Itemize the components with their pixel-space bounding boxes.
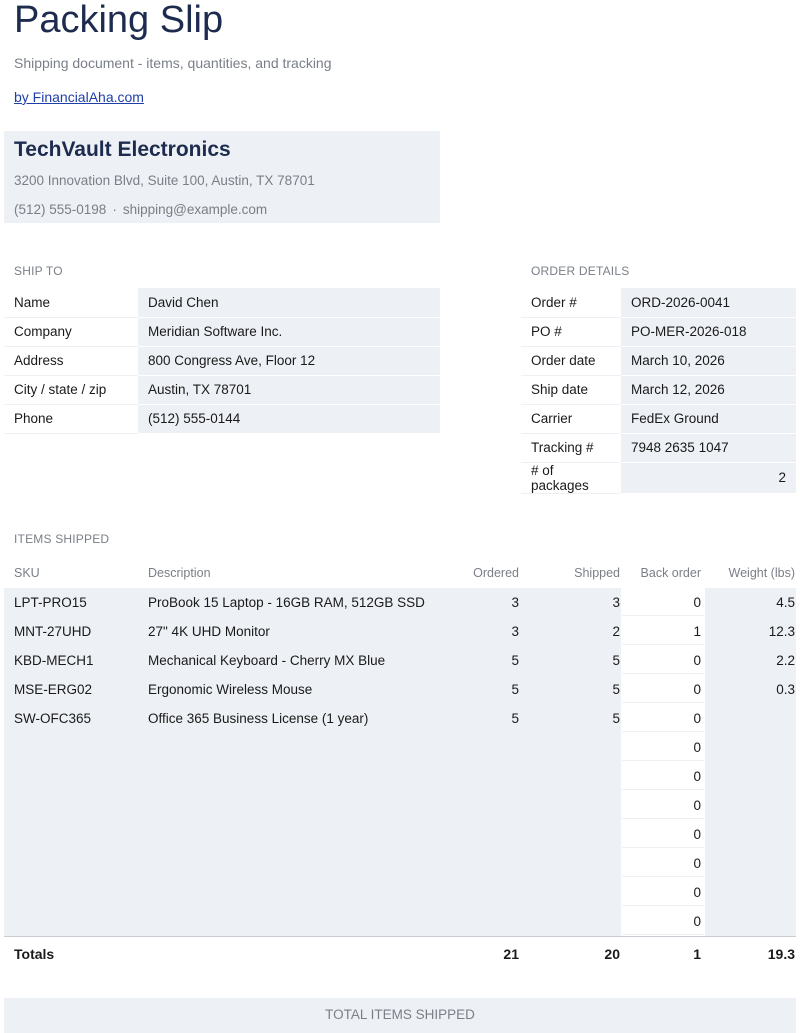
item-row (4, 907, 796, 936)
col-ordered-header: Ordered (473, 566, 519, 580)
item-row (4, 849, 796, 878)
item-row (4, 791, 796, 820)
ship-to-value: (512) 555-0144 (138, 404, 440, 433)
byline-link[interactable]: by FinancialAha.com (14, 89, 144, 105)
ship-to-row (4, 346, 440, 375)
item-row-cell-bg (4, 820, 621, 849)
item-row-cell-bg (705, 791, 796, 820)
item-row-cell-bg (705, 733, 796, 762)
order-detail-row (521, 288, 796, 317)
item-back-order: 0 (693, 769, 701, 784)
order-detail-key: Order # (521, 288, 621, 317)
company-address: 3200 Innovation Blvd, Suite 100, Austin, TX 78701 (14, 173, 315, 188)
item-row-cell-bg (622, 617, 704, 645)
item-ordered: 3 (511, 595, 519, 610)
contact-separator: · (112, 202, 117, 217)
col-description-header: Description (148, 566, 211, 580)
items-shipped-label: ITEMS SHIPPED (14, 532, 110, 546)
order-detail-row (521, 433, 796, 462)
ship-to-key: City / state / zip (4, 375, 138, 404)
item-row-cell-bg (622, 704, 704, 732)
item-row (4, 617, 796, 646)
totals-back-order: 1 (693, 946, 701, 962)
ship-to-value: David Chen (138, 288, 440, 317)
page-title: Packing Slip (14, 0, 224, 41)
item-back-order: 0 (693, 711, 701, 726)
order-detail-key: Order date (521, 346, 621, 375)
item-row-cell-bg (705, 849, 796, 878)
item-row (4, 646, 796, 675)
item-sku: SW-OFC365 (14, 711, 92, 726)
ship-to-key: Company (4, 317, 138, 346)
item-description: 27" 4K UHD Monitor (148, 624, 270, 639)
total-items-shipped-label: TOTAL ITEMS SHIPPED (325, 1007, 475, 1022)
col-back-order-header: Back order (640, 566, 701, 580)
col-shipped-header: Shipped (574, 566, 620, 580)
order-detail-row (521, 404, 796, 433)
item-back-order: 0 (693, 856, 701, 871)
order-detail-value: 2 (621, 462, 796, 493)
item-row-cell-bg (4, 675, 621, 704)
ship-to-table (4, 288, 440, 434)
totals-ordered: 21 (503, 946, 519, 962)
item-row-cell-bg (4, 907, 621, 936)
item-row (4, 878, 796, 907)
ship-to-value: 800 Congress Ave, Floor 12 (138, 346, 440, 375)
order-detail-row (521, 462, 796, 493)
ship-to-key: Name (4, 288, 138, 317)
ship-to-value: Austin, TX 78701 (138, 375, 440, 404)
order-detail-key: Tracking # (521, 433, 621, 462)
item-row (4, 675, 796, 704)
item-back-order: 0 (693, 827, 701, 842)
item-ordered: 5 (511, 682, 519, 697)
item-row-cell-bg (622, 646, 704, 674)
ship-to-key: Phone (4, 404, 138, 433)
item-row-cell-bg (4, 791, 621, 820)
order-detail-row (521, 346, 796, 375)
item-back-order: 1 (693, 624, 701, 639)
company-email: shipping@example.com (122, 202, 268, 217)
item-row-cell-bg (622, 820, 704, 848)
totals-weight: 19.3 (767, 946, 795, 962)
order-detail-key: # of packages (521, 462, 621, 493)
item-weight: 4.5 (776, 595, 795, 610)
item-row-cell-bg (705, 820, 796, 849)
item-row-cell-bg (705, 704, 796, 733)
order-details-label: ORDER DETAILS (531, 264, 630, 278)
order-detail-key: PO # (521, 317, 621, 346)
item-sku: MNT-27UHD (14, 624, 92, 639)
item-sku: LPT-PRO15 (14, 595, 87, 610)
total-items-shipped-box (4, 998, 796, 1033)
item-row (4, 704, 796, 733)
item-ordered: 5 (511, 653, 519, 668)
order-detail-key: Ship date (521, 375, 621, 404)
item-row (4, 733, 796, 762)
ship-to-key: Address (4, 346, 138, 375)
ship-to-row (4, 288, 440, 317)
totals-row (4, 936, 796, 970)
page-subtitle: Shipping document - items, quantities, and tracking (14, 55, 332, 71)
item-shipped: 5 (612, 711, 620, 726)
company-name: TechVault Electronics (14, 138, 231, 161)
order-detail-value: ORD-2026-0041 (621, 288, 796, 317)
company-contact (14, 202, 267, 217)
item-row-cell-bg (4, 733, 621, 762)
item-shipped: 5 (612, 653, 620, 668)
item-row-cell-bg (4, 849, 621, 878)
item-sku: KBD-MECH1 (14, 653, 94, 668)
item-back-order: 0 (693, 595, 701, 610)
item-row-cell-bg (622, 878, 704, 906)
items-table-body (4, 588, 796, 936)
item-row (4, 588, 796, 617)
totals-shipped: 20 (604, 946, 620, 962)
item-row-cell-bg (4, 762, 621, 791)
item-description: Office 365 Business License (1 year) (148, 711, 369, 726)
item-back-order: 0 (693, 740, 701, 755)
order-detail-row (521, 317, 796, 346)
order-detail-value: PO-MER-2026-018 (621, 317, 796, 346)
order-details-table (521, 288, 796, 494)
item-ordered: 3 (511, 624, 519, 639)
item-weight: 0.3 (776, 682, 795, 697)
item-description: Ergonomic Wireless Mouse (148, 682, 313, 697)
item-shipped: 5 (612, 682, 620, 697)
item-row-cell-bg (705, 762, 796, 791)
ship-to-value: Meridian Software Inc. (138, 317, 440, 346)
item-description: Mechanical Keyboard - Cherry MX Blue (148, 653, 386, 668)
item-row-cell-bg (4, 617, 621, 646)
totals-label: Totals (14, 946, 55, 962)
item-row-cell-bg (705, 907, 796, 936)
item-back-order: 0 (693, 914, 701, 929)
item-row-cell-bg (622, 762, 704, 790)
order-detail-value: 7948 2635 1047 (621, 433, 796, 462)
item-row-cell-bg (705, 878, 796, 907)
item-back-order: 0 (693, 682, 701, 697)
item-description: ProBook 15 Laptop - 16GB RAM, 512GB SSD (148, 595, 425, 610)
ship-to-row (4, 404, 440, 433)
item-back-order: 0 (693, 653, 701, 668)
item-weight: 2.2 (776, 653, 795, 668)
item-row-cell-bg (622, 733, 704, 761)
item-sku: MSE-ERG02 (14, 682, 93, 697)
col-sku-header: SKU (14, 566, 40, 580)
item-back-order: 0 (693, 885, 701, 900)
order-detail-value: March 10, 2026 (621, 346, 796, 375)
order-detail-key: Carrier (521, 404, 621, 433)
order-detail-value: FedEx Ground (621, 404, 796, 433)
item-weight: 12.3 (768, 624, 795, 639)
ship-to-row (4, 375, 440, 404)
item-back-order: 0 (693, 798, 701, 813)
item-row-cell-bg (622, 588, 704, 616)
item-row (4, 820, 796, 849)
ship-to-label: SHIP TO (14, 264, 63, 278)
col-weight-header: Weight (lbs) (728, 566, 795, 580)
company-info-box (4, 131, 440, 223)
item-row-cell-bg (622, 849, 704, 877)
item-row-cell-bg (4, 878, 621, 907)
item-row (4, 762, 796, 791)
item-shipped: 3 (612, 595, 620, 610)
item-row-cell-bg (622, 675, 704, 703)
ship-to-row (4, 317, 440, 346)
items-table-header (4, 560, 796, 586)
order-detail-value: March 12, 2026 (621, 375, 796, 404)
item-row-cell-bg (622, 791, 704, 819)
item-ordered: 5 (511, 711, 519, 726)
item-shipped: 2 (612, 624, 620, 639)
order-detail-row (521, 375, 796, 404)
company-phone: (512) 555-0198 (14, 202, 107, 217)
item-row-cell-bg (622, 907, 704, 935)
